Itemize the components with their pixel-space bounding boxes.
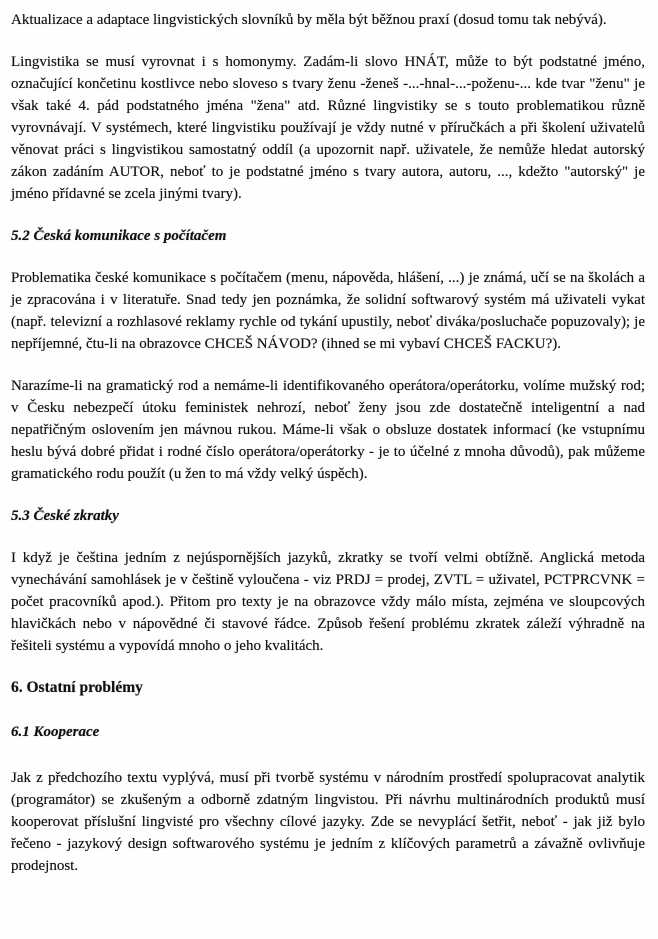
section-heading-6-ostatni-problemy: 6. Ostatní problémy: [11, 679, 143, 696]
paragraph-komunikace-s-pocitacem: Problematika české komunikace s počítačem (menu, nápověda, hlášení, ...) je známá, učí se na školách a je zpracována i v literatuře. Snad tedy jen poznámka, že solidní softwarový systém má uživateli vykat (např. televizní a rozhlasové reklamy rychle od tykání upustily, neboť diváka/posluchače popuzovaly); je nepříjemné, čtu-li na obrazovce CHCEŠ NÁVOD? (ihned se mi vybaví CHCEŠ FACKU?).: [11, 270, 645, 352]
paragraph-kooperace: Jak z předchozího textu vyplývá, musí při tvorbě systému v národním prostředí spolupracovat analytik (programátor) se zkušeným a odborně zdatným lingvistou. Při návrhu multinárodních produktů musí kooperovat příslušní lingvisté pro všechny cílové jazyky. Zde se nevyplácí šetřit, neboť - jak již bylo řečeno - jazykový design softwarového systému je jedním z klíčových parametrů a závažně ovlivňuje prodejnost.: [11, 770, 645, 874]
paragraph-gramaticky-rod: Narazíme-li na gramatický rod a nemáme-li identifikovaného operátora/operátorku, volíme mužský rod; v Česku nebezpečí útoku feministek nehrozí, neboť ženy jsou zde dostatečně inteligentní a nad nepatřičným oslovením jen mávnou rukou. Máme-li však o obsluze dostatek informací (ke vstupnímu heslu bývá dobré přidat i rodné číslo operátora/operátorky - je to účelné z mnoha důvodů), pak můžeme gramatického rodu použít (u žen to má vždy velký úspěch).: [11, 378, 645, 482]
section-heading-5-3-ceske-zkratky: 5.3 České zkratky: [11, 508, 119, 524]
section-heading-5-2-ceska-komunikace: 5.2 Česká komunikace s počítačem: [11, 228, 227, 244]
paragraph-zkratky: I když je čeština jedním z nejúspornějších jazyků, zkratky se tvoří velmi obtížně. Anglická metoda vynechávání samohlásek je v češtině vyloučena - viz PRDJ = prodej, ZVTL = uživatel, PCTPRCVNK = počet pracovníků apod.). Přitom pro texty je na obrazovce vždy málo místa, zejména ve sloupcových hlavičkách nebo v nápovědné či stavové řádce. Způsob řešení problému zkratek záleží výhradně na řešiteli systému a vypovídá mnoho o jeho kvalitách.: [11, 550, 645, 654]
paragraph-aktualizace: Aktualizace a adaptace lingvistických slovníků by měla být běžnou praxí (dosud tomu tak nebývá).: [11, 12, 607, 28]
section-heading-6-1-kooperace: 6.1 Kooperace: [11, 724, 100, 740]
paragraph-homonyma: Lingvistika se musí vyrovnat i s homonymy. Zadám-li slovo HNÁT, může to být podstatné jméno, označující končetinu kostlivce nebo sloveso s tvary ženu -ženeš -...-hnal-...-poženu-... kde tvar "ženu" je však také 4. pád podstatného jména "žena" atd. Různé lingvistiky se s touto problematikou různě vyrovnávají. V systémech, které lingvistiku používají je vždy nutné v příručkách a při školení uživatelů věnovat práci s lingvistikou samostatný oddíl (a upozornit např. uživatele, že nemůže hledat autorský zákon zadáním AUTOR, neboť to je podstatné jméno s tvary autora, autoru, ..., kdežto "autorský" je jméno přídavné se zcela jinými tvary).: [11, 54, 645, 202]
